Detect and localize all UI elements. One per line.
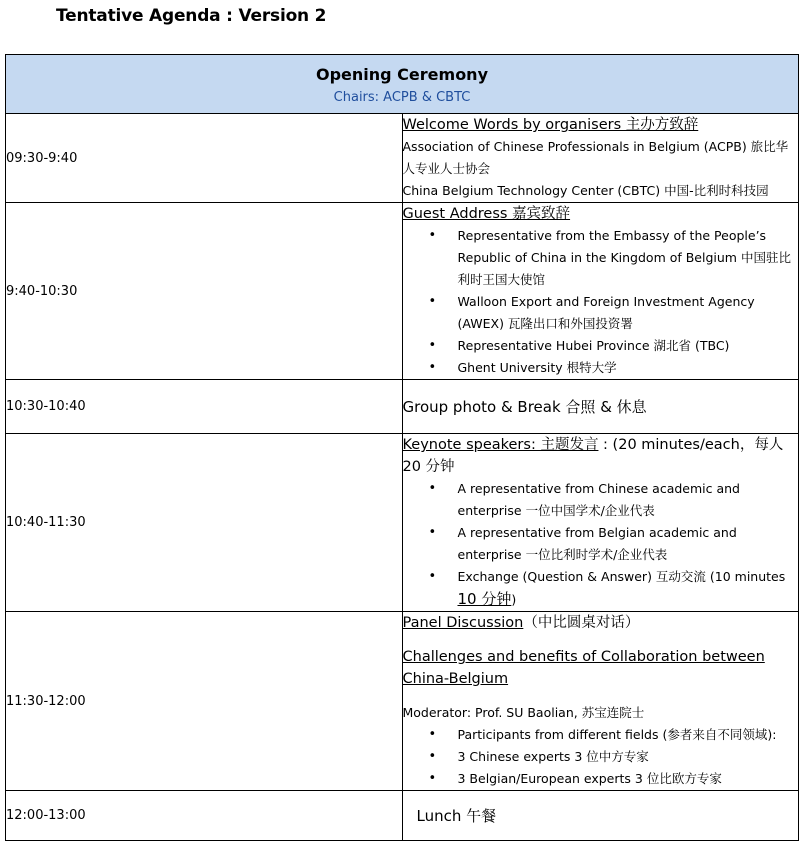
session-time: 9:40-10:30	[6, 203, 403, 380]
session-row-break	[6, 380, 799, 434]
session-text: Lunch 午餐	[402, 791, 799, 841]
session-line: China Belgium Technology Center (CBTC) 中国-比利时科技园	[402, 183, 769, 198]
session-time: 11:30-12:00	[6, 612, 403, 791]
list-item: • 3 Belgian/European experts 3 位比欧方专家	[403, 768, 799, 790]
session-text: Group photo & Break 合照 & 休息	[402, 380, 799, 434]
session-time: 12:00-13:00	[6, 791, 403, 841]
session-content	[402, 612, 799, 791]
exchange-suffix: )	[511, 592, 517, 607]
agenda-table	[5, 54, 799, 841]
list-item: • Representative Hubei Province 湖北省 (TBC)	[403, 335, 799, 357]
session-heading: Guest Address 嘉宾致辞	[402, 206, 571, 222]
list-item: • Walloon Export and Foreign Investment Agency (AWEX) 瓦隆出口和外国投资署	[403, 291, 799, 335]
heading-underlined: Panel Discussion	[402, 615, 524, 631]
heading-rest: （中比圆桌对话）	[523, 615, 640, 631]
header-row	[6, 55, 799, 114]
panel-subheading: Challenges and benefits of Collaboration between China-Belgium	[402, 649, 765, 687]
heading-underlined: Keynote speakers: 主题发言	[402, 437, 599, 453]
list-item: • Participants from different fields (参者来自不同领域):	[403, 724, 799, 746]
bullet-list	[403, 478, 799, 611]
session-heading	[403, 612, 799, 634]
moderator: Moderator: Prof. SU Baolian, 苏宝连院士	[402, 705, 645, 720]
list-item: • 3 Chinese experts 3 位中方专家	[403, 746, 799, 768]
session-row-lunch	[6, 791, 799, 841]
session-time: 10:40-11:30	[6, 434, 403, 612]
session-time: 10:30-10:40	[6, 380, 403, 434]
exchange-duration: 10 分钟	[457, 590, 512, 608]
opening-ceremony-header	[6, 55, 799, 114]
session-content	[402, 434, 799, 612]
session-heading: Welcome Words by organisers 主办方致辞	[402, 117, 699, 133]
bullet-list	[403, 724, 799, 790]
session-row-guest-address	[6, 203, 799, 380]
session-content	[402, 203, 799, 380]
session-heading	[403, 434, 799, 478]
session-line: Association of Chinese Professionals in Belgium (ACPB) 旅比华人专业人士协会	[402, 139, 789, 176]
session-row-welcome	[6, 114, 799, 203]
list-item: • A representative from Chinese academic and enterprise 一位中国学术/企业代表	[403, 478, 799, 522]
session-content	[402, 114, 799, 203]
session-row-keynote	[6, 434, 799, 612]
session-row-panel	[6, 612, 799, 791]
list-item: • Representative from the Embassy of the People’s Republic of China in the Kingdom of Belgium 中国驻比利时王国大使馆	[403, 225, 799, 291]
heading-rest: : (20 minutes/each，每人 20 分钟	[402, 437, 784, 475]
header-chairs: Chairs: ACPB & CBTC	[333, 90, 471, 105]
session-time: 09:30-9:40	[6, 114, 403, 203]
exchange-prefix: Exchange (Question & Answer) 互动交流 (10 minutes	[457, 569, 786, 584]
list-item: • A representative from Belgian academic and enterprise 一位比利时学术/企业代表	[403, 522, 799, 566]
page-title: Tentative Agenda : Version 2	[56, 6, 327, 26]
header-title: Opening Ceremony	[315, 65, 488, 84]
bullet-list	[403, 225, 799, 379]
list-item	[403, 566, 799, 611]
list-item: • Ghent University 根特大学	[403, 357, 799, 379]
